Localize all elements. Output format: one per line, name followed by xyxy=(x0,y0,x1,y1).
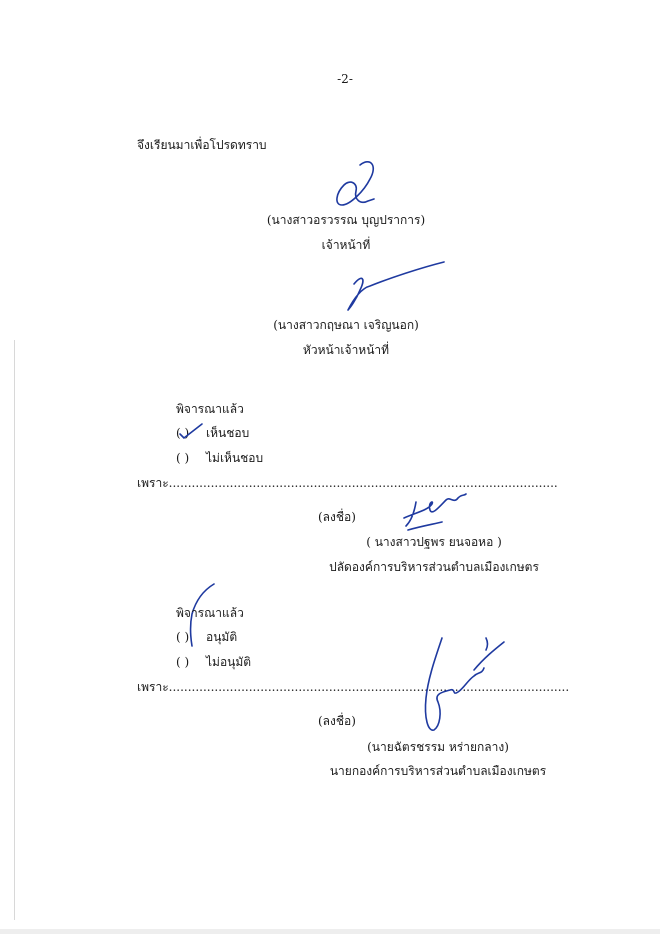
officer-title: เจ้าหน้าที่ xyxy=(321,238,371,252)
check-mark-icon xyxy=(178,422,204,440)
deputy-signature xyxy=(398,490,470,532)
review-2-option-disapprove xyxy=(176,655,251,669)
mayor-signature xyxy=(412,632,508,738)
review-1-signer-title: ปลัดองค์การบริหารส่วนตำบลเมืองเกษตร xyxy=(329,560,539,574)
review-1-option-disagree xyxy=(176,451,263,465)
head-officer-signature xyxy=(340,258,450,316)
officer-name: (นางสาวอรวรรณ บุญปราการ) xyxy=(266,213,426,227)
scan-edge-bottom xyxy=(0,929,660,934)
salutation: จึงเรียนมาเพื่อโปรดทราบ xyxy=(137,138,267,152)
review-2-signer-name: (นายฉัตรชรรม หร่ายกลาง) xyxy=(367,740,509,754)
checkbox-disapprove: ( ) xyxy=(176,655,190,669)
review-2-signer-title: นายกองค์การบริหารส่วนตำบลเมืองเกษตร xyxy=(329,764,547,778)
head-officer-name: (นางสาวกฤษณา เจริญนอก) xyxy=(273,318,419,332)
officer-signature xyxy=(330,155,380,215)
review-1-heading: พิจารณาแล้ว xyxy=(176,402,244,416)
checkbox-agree: ( ) xyxy=(176,426,190,440)
review-1-signer-name: ( นางสาวปฐพร ยนจอหอ ) xyxy=(366,535,502,549)
option-disapprove-label: ไม่อนุมัติ xyxy=(206,655,252,669)
option-disagree-label: ไม่เห็นชอบ xyxy=(206,451,264,465)
option-approve-label: อนุมัติ xyxy=(206,630,238,644)
option-agree-label: เห็นชอบ xyxy=(206,426,250,440)
review-2-sign-label: (ลงชื่อ) xyxy=(318,714,356,728)
review-2-heading: พิจารณาแล้ว xyxy=(176,606,244,620)
checkbox-approve: ( ) xyxy=(176,630,190,644)
review-1-reason-line: เพราะ...................................................................................................... xyxy=(137,476,558,490)
scan-edge xyxy=(14,340,15,920)
review-2-reason-line: เพราะ......................................................................................................... xyxy=(137,680,570,694)
page-number: -2- xyxy=(337,72,353,86)
head-officer-title: หัวหน้าเจ้าหน้าที่ xyxy=(302,343,390,357)
review-2-option-approve xyxy=(176,630,237,644)
checkbox-disagree: ( ) xyxy=(176,451,190,465)
review-1-sign-label: (ลงชื่อ) xyxy=(318,510,356,524)
